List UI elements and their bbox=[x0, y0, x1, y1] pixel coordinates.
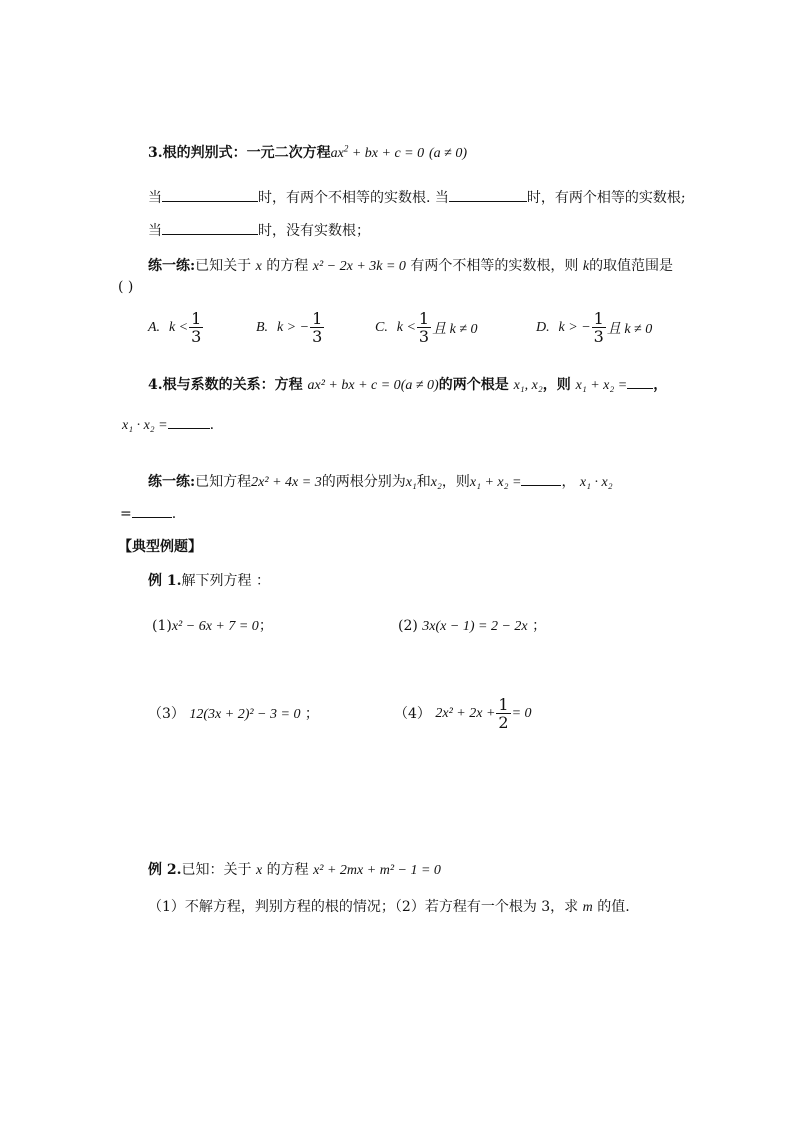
text: 已知关于 bbox=[195, 258, 252, 274]
answer-blank[interactable] bbox=[132, 504, 172, 518]
text: ； bbox=[532, 618, 547, 634]
text: 已知方程 bbox=[195, 474, 252, 490]
fraction bbox=[310, 310, 324, 345]
frac-den: 2 bbox=[498, 713, 509, 732]
frac-num: 1 bbox=[593, 309, 604, 328]
text: 有两个不相等的实数根，则 bbox=[410, 258, 579, 274]
section3-title-line bbox=[148, 143, 467, 164]
item-equation: 2x² + 2x + bbox=[435, 705, 496, 721]
example1-item-3 bbox=[148, 704, 319, 725]
item-equation: 3x(x − 1) = 2 − 2x bbox=[422, 619, 528, 634]
practice1-eq: x² − 2x + 3k = 0 bbox=[312, 259, 406, 274]
roots: x₁, x₂ bbox=[513, 378, 543, 393]
section3-line1: 当 时，有两个不相等的实数根. 当 时，有两个相等的实数根; bbox=[148, 190, 686, 206]
eq-ax: ax bbox=[330, 146, 344, 161]
text: 已知：关于 bbox=[181, 862, 252, 878]
example2-title-line bbox=[148, 860, 441, 881]
answer-blank[interactable] bbox=[521, 472, 561, 486]
item-number: (2) bbox=[398, 618, 418, 634]
text: 的两个根是 bbox=[438, 377, 509, 393]
text: 的方程 bbox=[266, 258, 309, 274]
example2-eq: x² + 2mx + m² − 1 = 0 bbox=[313, 863, 441, 878]
var-m: m bbox=[582, 900, 593, 915]
condition-text: 时，有两个相等的实数根 bbox=[526, 190, 681, 206]
frac-num: 1 bbox=[191, 309, 202, 328]
fraction bbox=[189, 310, 203, 345]
option-label: B. bbox=[256, 319, 269, 335]
text: ； bbox=[304, 706, 319, 722]
frac-num: 1 bbox=[312, 309, 323, 328]
root-x2: x₂ bbox=[430, 475, 442, 490]
var-k: k bbox=[582, 259, 590, 274]
item-equation-end: = 0 bbox=[511, 705, 532, 721]
practice2-line: 练一练:已知方程2x² + 4x = 3的两根分别为x₁和x₂，则x₁ + x₂ = ， x₁ · x₂ bbox=[148, 474, 613, 490]
section3-cond: (a ≠ 0) bbox=[429, 146, 468, 161]
text: 和 bbox=[416, 474, 431, 490]
answer-blank[interactable] bbox=[449, 188, 527, 202]
sum-expr: x₁ + x₂ = bbox=[575, 378, 628, 393]
section3-eq: $ax^2$ + bx + c = 0 bbox=[330, 143, 425, 161]
when-label: 当 bbox=[148, 190, 162, 206]
when-label: 当 bbox=[148, 223, 162, 239]
text: 的取值范围是 bbox=[589, 258, 674, 274]
frac-den: 3 bbox=[191, 327, 202, 346]
section3-title: 3.根的判别式：一元二次方程 bbox=[148, 145, 331, 161]
condition-text: 时，有两个不相等的实数根 bbox=[258, 190, 426, 206]
item-equation: x² − 6x + 7 = 0 bbox=[171, 619, 259, 634]
practice2-eq: 2x² + 4x = 3 bbox=[251, 475, 322, 490]
option-expr: k > − bbox=[276, 319, 310, 335]
sum-expr: x₁ + x₂ = bbox=[469, 475, 522, 490]
frac-num: 1 bbox=[498, 695, 509, 714]
text: ，则 bbox=[441, 474, 470, 490]
option-label: C. bbox=[375, 319, 388, 335]
practice1-line bbox=[148, 256, 673, 277]
fraction bbox=[592, 310, 606, 345]
example2-question bbox=[148, 897, 630, 918]
practice2-line2: = . bbox=[120, 506, 177, 522]
eq-rest: + bx + c = 0 bbox=[348, 146, 425, 161]
example1-item-2 bbox=[398, 616, 546, 637]
item-number: （3） bbox=[148, 706, 185, 722]
var-x: x bbox=[255, 863, 263, 878]
example-label: 例 1. bbox=[148, 573, 182, 589]
option-label: A. bbox=[148, 319, 161, 335]
section4-title-line: 4.根与系数的关系：方程 ax² + bx + c = 0(a ≠ 0)的两个根是 x₁, x₂，则 x₁ + x₂ = ， bbox=[148, 377, 668, 393]
examples-heading: 【典型例题】 bbox=[118, 539, 202, 555]
option-d[interactable] bbox=[536, 310, 652, 345]
option-extra: 且 k ≠ 0 bbox=[606, 321, 653, 337]
option-c[interactable] bbox=[375, 310, 478, 345]
var-x: x bbox=[255, 259, 262, 274]
answer-blank[interactable] bbox=[168, 415, 210, 429]
option-extra: 且 k ≠ 0 bbox=[432, 321, 478, 337]
text: 的方程 bbox=[266, 862, 309, 878]
option-expr: k > − bbox=[558, 319, 591, 335]
example1-item-4 bbox=[394, 696, 532, 731]
section3-line2: 当 时，没有实数根； bbox=[148, 223, 370, 239]
example-label: 例 2. bbox=[148, 862, 182, 878]
answer-paren[interactable]: ( ) bbox=[118, 279, 134, 295]
condition-text: 时，没有实数根 bbox=[258, 223, 356, 239]
option-label: D. bbox=[536, 319, 550, 335]
text: 的两根分别为 bbox=[321, 474, 406, 490]
practice-label: 练一练: bbox=[148, 474, 196, 490]
frac-den: 3 bbox=[418, 327, 430, 346]
frac-num: 1 bbox=[418, 309, 430, 328]
fraction bbox=[417, 310, 431, 345]
option-b[interactable] bbox=[256, 310, 325, 345]
text: 的值. bbox=[597, 899, 630, 915]
fraction bbox=[496, 696, 510, 731]
answer-blank[interactable] bbox=[162, 221, 258, 235]
section4-line2: x₁ · x₂ = . bbox=[122, 417, 215, 433]
answer-blank[interactable] bbox=[162, 188, 258, 202]
section4-eq: ax² + bx + c = 0 bbox=[307, 378, 401, 393]
text: ； bbox=[258, 618, 273, 634]
option-expr: k < bbox=[396, 319, 416, 335]
product-expr: x₁ · x₂ = bbox=[122, 418, 168, 433]
item-equation: 12(3x + 2)² − 3 = 0 bbox=[189, 707, 301, 722]
option-a[interactable] bbox=[148, 310, 204, 345]
example1-item-1 bbox=[152, 616, 273, 637]
example1-title-line bbox=[148, 571, 270, 591]
when-label: 当 bbox=[434, 190, 449, 206]
item-number: (1) bbox=[152, 618, 172, 634]
text: 解下列方程 ： bbox=[181, 573, 270, 589]
section4-title: 4.根与系数的关系：方程 bbox=[148, 377, 303, 393]
root-x1: x₁ bbox=[405, 475, 417, 490]
practice-label: 练一练: bbox=[148, 258, 196, 274]
section4-cond: (a ≠ 0) bbox=[400, 378, 439, 393]
item-number: （4） bbox=[394, 705, 431, 722]
text: （1）不解方程，判别方程的根的情况；（2）若方程有一个根为 3，求 bbox=[148, 899, 579, 915]
frac-den: 3 bbox=[593, 327, 604, 346]
option-expr: k < bbox=[168, 319, 189, 335]
product-expr: x₁ · x₂ bbox=[579, 475, 613, 490]
text: ，则 bbox=[542, 377, 571, 393]
frac-den: 3 bbox=[312, 327, 323, 346]
answer-blank[interactable] bbox=[627, 375, 653, 389]
